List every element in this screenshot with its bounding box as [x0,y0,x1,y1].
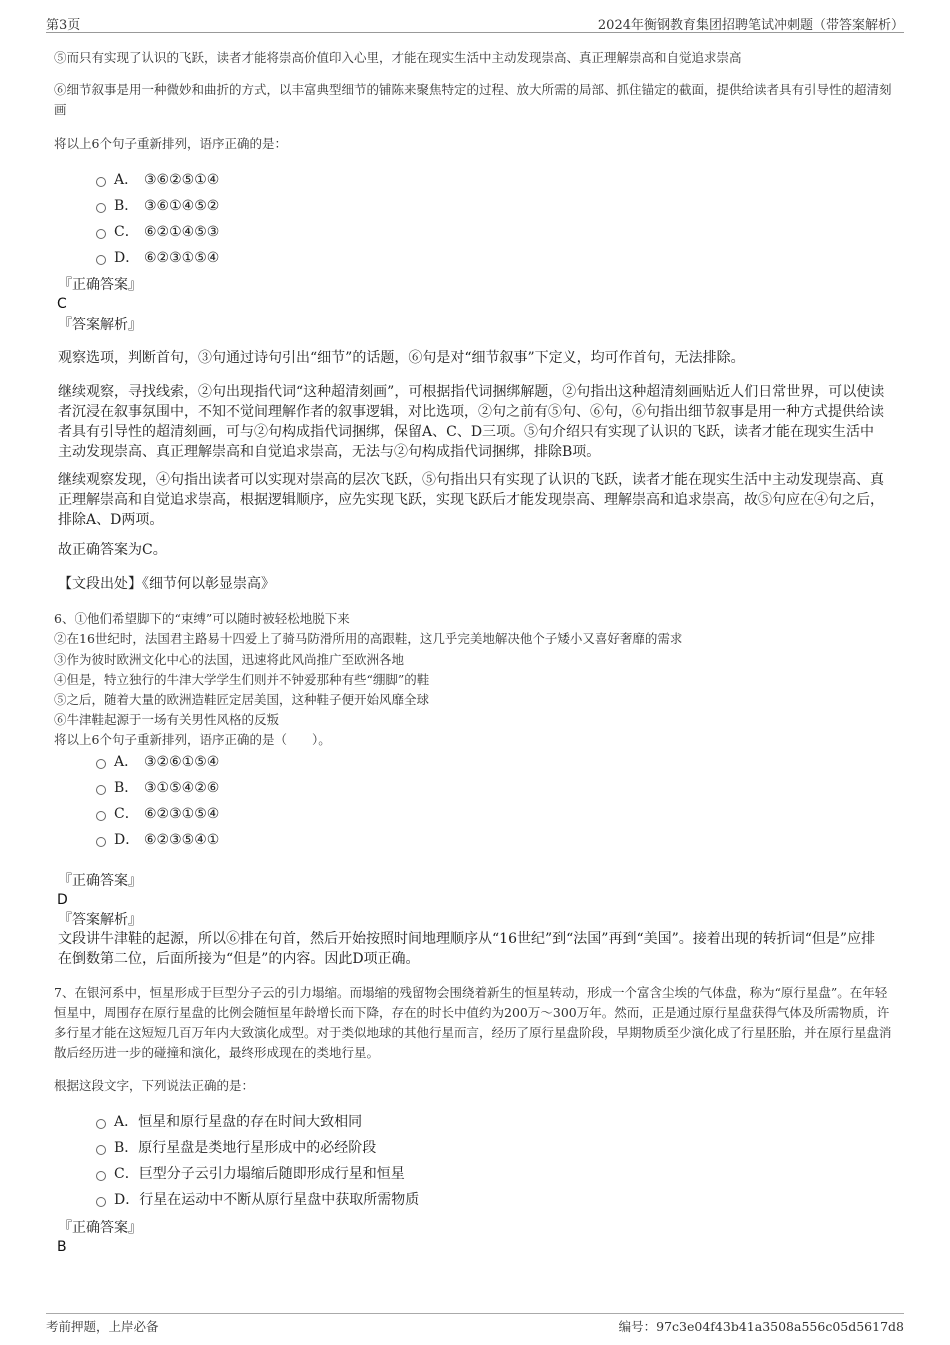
q5-prompt: 将以上6个句子重新排列，语序正确的是： [54,136,287,151]
q5-analysis-para-2: 继续观察，寻找线索，②句出现指代词“这种超清刻画”，可根据指代词捆绑解题，②句指出这种超清刻画贴近人们日常世界，可以使读者沉浸在叙事氛围中，不知不觉间理解作者的叙事逻辑，对比选项，②句之前有⑤句、⑥句，⑥句指出细节叙事是用一种方式提供给读者具有引导性的超清刻画，可与②句构成指代词捆绑，保留A、C、D三项。⑤句介绍只有实现了认识的飞跃，读者才能在现实生活中主动发现崇高、真正理解崇高和自觉追求崇高，无法与②句构成指代词捆绑，排除B项。 [58,384,885,460]
q5-source: 【文段出处】《细节何以彰显崇高》 [58,576,275,592]
q6-sentence-3: ③作为彼时欧洲文化中心的法国，迅速将此风尚推广至欧洲各地 [54,652,405,667]
q6-sentence-5: ⑤之后，随着大量的欧洲造鞋匠定居美国，这种鞋子便开始风靡全球 [54,692,430,707]
q6-prompt: 将以上6个句子重新排列，语序正确的是（ ）。 [54,732,331,747]
q6-analysis-label: 『答案解析』 [58,912,142,928]
q5-analysis-para-4: 故正确答案为C。 [58,542,167,558]
q5-answer-label: 『正确答案』 [58,277,142,293]
radio-icon[interactable] [96,1119,106,1129]
q7-option-b[interactable]: B．原行星盘是类地行星形成中的必经阶段 [96,1138,376,1158]
footer-doc-id: 编号：97c3e04f43b41a3508a556c05d5617d8 [618,1319,904,1334]
radio-icon[interactable] [96,1197,106,1207]
footer-slogan: 考前押题，上岸必备 [46,1319,159,1334]
q5-option-d[interactable]: D． ⑥②③①⑤④ [96,248,219,268]
radio-icon[interactable] [96,229,106,239]
q5-answer: C [57,296,67,312]
q7-passage: 7、在银河系中，恒星形成于巨型分子云的引力塌缩。而塌缩的残留物会围绕着新生的恒星转动，形成一个富含尘埃的气体盘，称为“原行星盘”。在年轻恒星中，周围存在原行星盘的比例会随恒星年龄增长而下降，存在的时长中值约为200万～300万年。然而，正是通过原行星盘获得气体及所需物质，许多行星才能在这短短几百万年内大致演化成型。对于类似地球的其他行星而言，经历了原行星盘阶段，早期物质至少演化成了行星胚胎，并在原行星盘消散后经历进一步的碰撞和演化，最终形成现在的类地行星。 [54,985,892,1060]
q6-option-d[interactable]: D． ⑥②③⑤④① [96,830,219,850]
q7-answer: B [57,1239,67,1255]
q6-option-a[interactable]: A． ③②⑥①⑤④ [96,752,219,772]
q6-option-b[interactable]: B． ③①⑤④②⑥ [96,778,219,798]
q6-answer-label: 『正确答案』 [58,873,142,889]
q5-sentence-6: ⑥细节叙事是用一种微妙和曲折的方式，以丰富典型细节的铺陈来聚焦特定的过程、放大所需的局部、抓住锚定的截面，提供给读者具有引导性的超清刻画 [54,82,892,117]
q6-sentence-6: ⑥牛津鞋起源于一场有关男性风格的反叛 [54,712,280,727]
q5-sentence-5: ⑤而只有实现了认识的飞跃，读者才能将崇高价值印入心里，才能在现实生活中主动发现崇高、真正理解崇高和自觉追求崇高 [54,50,742,65]
radio-icon[interactable] [96,1145,106,1155]
q5-option-b[interactable]: B． ③⑥①④⑤② [96,196,219,216]
q7-option-c[interactable]: C．巨型分子云引力塌缩后随即形成行星和恒星 [96,1164,405,1184]
q5-analysis-para-1: 观察选项，判断首句，③句通过诗句引出“细节”的话题，⑥句是对“细节叙事”下定义，均可作首句，无法排除。 [58,350,745,366]
radio-icon[interactable] [96,177,106,187]
q6-sentence-4: ④但是，特立独行的牛津大学学生们则并不钟爱那种有些“绷脚”的鞋 [54,672,430,687]
q6-sentence-1: 6、①他们希望脚下的“束缚”可以随时被轻松地脱下来 [54,611,350,626]
q7-option-a[interactable]: A．恒星和原行星盘的存在时间大致相同 [96,1112,362,1132]
q7-option-d[interactable]: D．行星在运动中不断从原行星盘中获取所需物质 [96,1190,419,1210]
radio-icon[interactable] [96,255,106,265]
page-number: 第3页 [46,18,81,33]
q6-sentence-2: ②在16世纪时，法国君主路易十四爱上了骑马防滑所用的高跟鞋，这几乎完美地解决他个子矮小又喜好奢靡的需求 [54,631,683,646]
q5-option-c[interactable]: C． ⑥②①④⑤③ [96,222,219,242]
q5-analysis-label: 『答案解析』 [58,317,142,333]
page-header [46,12,904,33]
q5-analysis-para-3: 继续观察发现，④句指出读者可以实现对崇高的层次飞跃，⑤句指出只有实现了认识的飞跃，读者才能在现实生活中主动发现崇高、真正理解崇高和自觉追求崇高，根据逻辑顺序，应先实现飞跃，实现飞跃后才能发现崇高、理解崇高和追求崇高，故⑤句应在④句之后，排除A、D两项。 [58,472,884,528]
radio-icon[interactable] [96,1171,106,1181]
page-footer [46,1313,904,1340]
radio-icon[interactable] [96,785,106,795]
radio-icon[interactable] [96,837,106,847]
radio-icon[interactable] [96,203,106,213]
q6-option-c[interactable]: C． ⑥②③①⑤④ [96,804,219,824]
q5-option-a[interactable]: A． ③⑥②⑤①④ [96,170,219,190]
q6-analysis: 文段讲牛津鞋的起源，所以⑥排在句首，然后开始按照时间地理顺序从“16世纪”到“法国”再到“美国”。接着出现的转折词“但是”应排在倒数第二位，后面所接为“但是”的内容。因此D项正确。 [58,931,876,967]
q7-prompt: 根据这段文字，下列说法正确的是： [54,1078,255,1093]
document-title: 2024年衡钢教育集团招聘笔试冲刺题（带答案解析） [597,18,904,33]
radio-icon[interactable] [96,811,106,821]
q7-answer-label: 『正确答案』 [58,1220,142,1236]
radio-icon[interactable] [96,759,106,769]
q6-answer: D [57,892,68,908]
